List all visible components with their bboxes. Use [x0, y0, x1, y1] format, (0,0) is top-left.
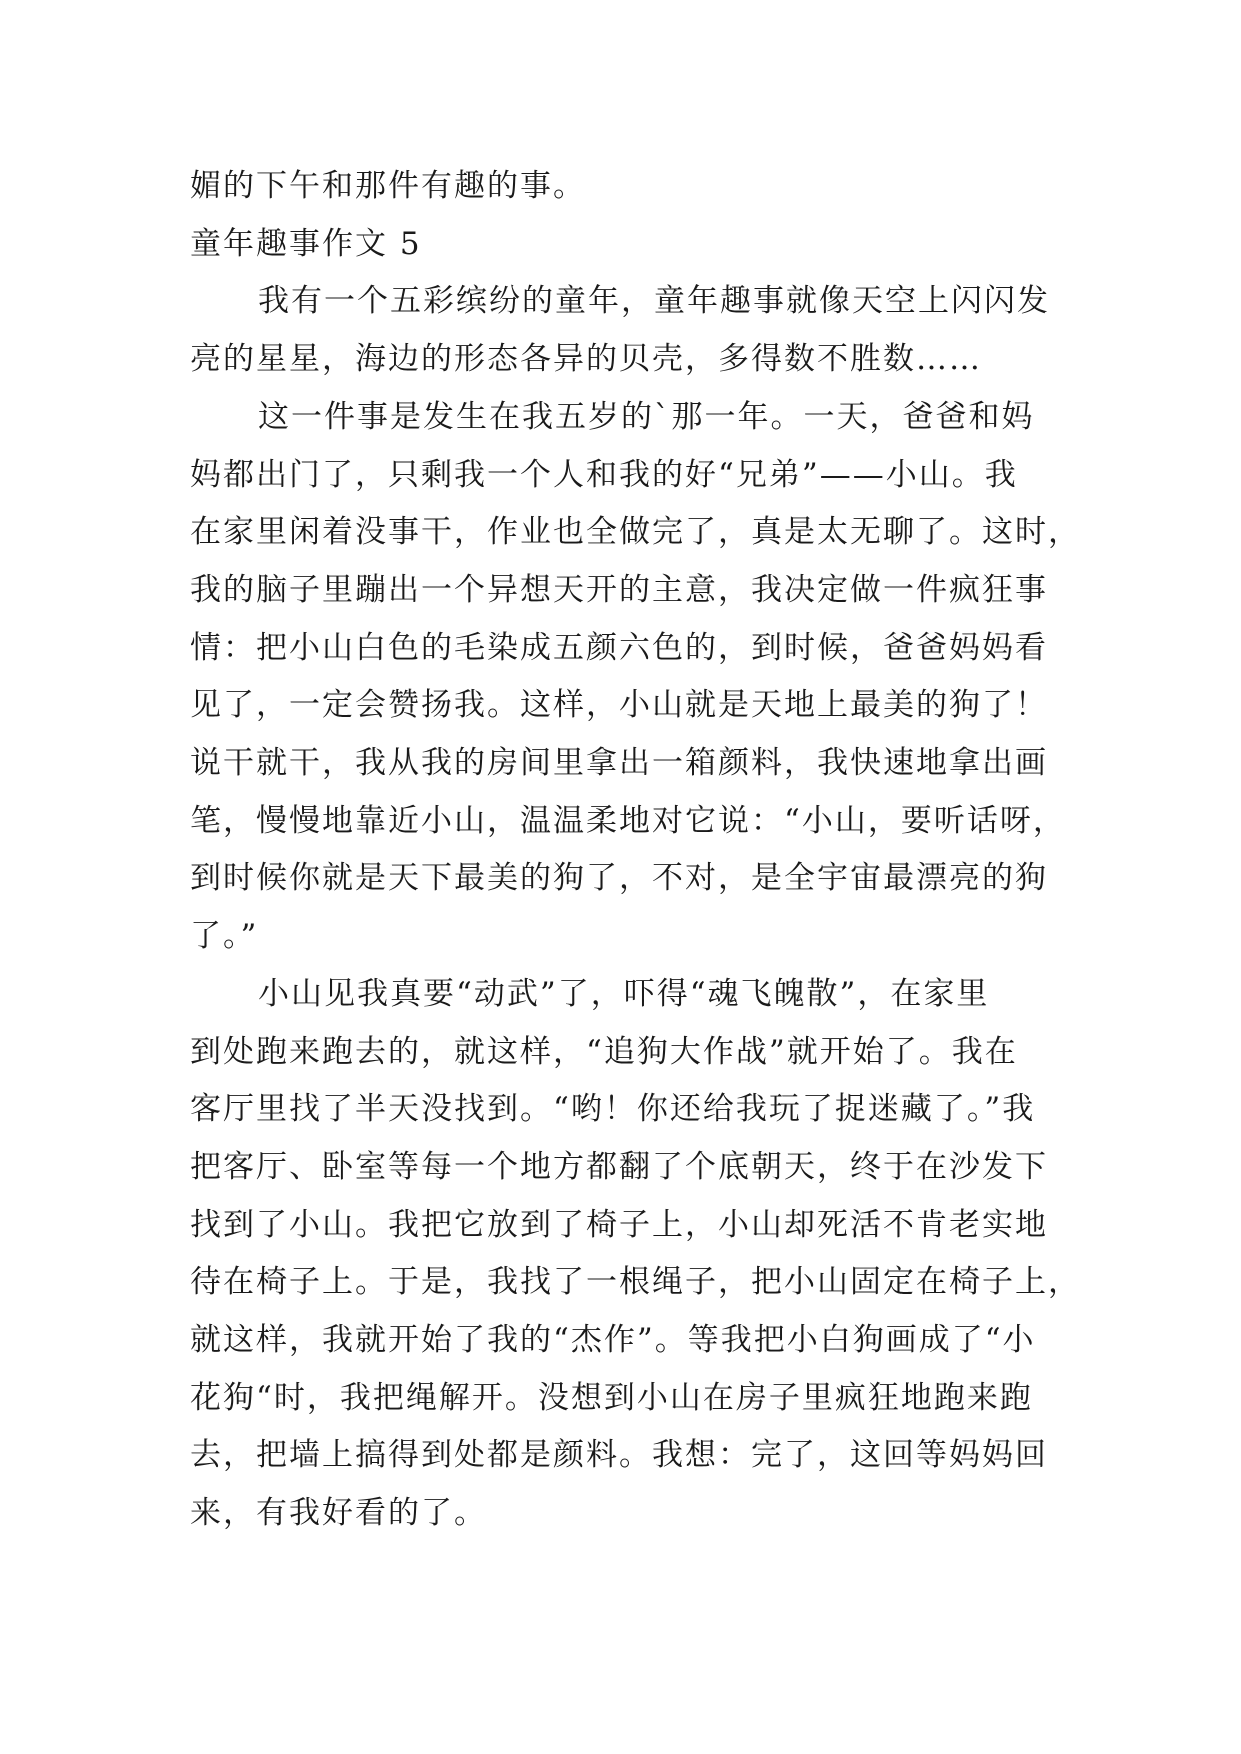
paragraph-line: 找到了小山。我把它放到了椅子上，小山却死活不肯老实地 — [190, 1206, 1048, 1243]
paragraph-line: 花狗“时，我把绳解开。没想到小山在房子里疯狂地跑来跑 — [190, 1379, 1033, 1416]
lead-line: 媚的下午和那件有趣的事。 — [190, 168, 586, 204]
paragraph-1 — [190, 273, 1052, 388]
paragraph-line: 待在椅子上。于是，我找了一根绳子，把小山固定在椅子上， — [190, 1264, 1081, 1301]
paragraph-line: 我有一个五彩缤纷的童年，童年趣事就像天空上闪闪发 — [258, 283, 1050, 320]
paragraph-line: 妈都出门了，只剩我一个人和我的好“兄弟”——小山。我 — [190, 456, 1018, 493]
paragraph-line: 来，有我好看的了。 — [190, 1495, 487, 1532]
paragraph-line: 亮的星星，海边的形态各异的贝壳，多得数不胜数…… — [190, 341, 982, 378]
paragraph-line: 客厅里找了半天没找到。“哟！你还给我玩了捉迷藏了。”我 — [190, 1091, 1036, 1128]
paragraph-line: 到处跑来跑去的，就这样，“追狗大作战”就开始了。我在 — [190, 1033, 1018, 1070]
paragraph-line: 情：把小山白色的毛染成五颜六色的，到时候，爸爸妈妈看 — [190, 629, 1048, 666]
paragraph-line: 去，把墙上搞得到处都是颜料。我想：完了，这回等妈妈回 — [190, 1437, 1048, 1474]
paragraph-3 — [190, 966, 1081, 1543]
paragraph-line: 小山见我真要“动武”了，吓得“魂飞魄散”，在家里 — [258, 975, 990, 1012]
paragraph-line: 笔，慢慢地靠近小山，温温柔地对它说：“小山，要听话呀， — [190, 802, 1066, 839]
essay-heading: 童年趣事作文 5 — [190, 225, 422, 262]
paragraph-line: 就这样，我就开始了我的“杰作”。等我把小白狗画成了“小 — [190, 1322, 1036, 1359]
paragraph-line: 到时候你就是天下最美的狗了，不对，是全宇宙最漂亮的狗 — [190, 860, 1048, 897]
paragraph-line: 在家里闲着没事干，作业也全做完了，真是太无聊了。这时， — [190, 514, 1081, 551]
document-body — [190, 158, 1081, 1543]
paragraph-line: 了。” — [190, 918, 259, 955]
paragraph-2 — [190, 389, 1081, 966]
paragraph-line: 这一件事是发生在我五岁的`那一年。一天，爸爸和妈 — [258, 398, 1035, 435]
paragraph-line: 我的脑子里蹦出一个异想天开的主意，我决定做一件疯狂事 — [190, 571, 1048, 608]
paragraph-line: 说干就干，我从我的房间里拿出一箱颜料，我快速地拿出画 — [190, 745, 1048, 782]
paragraph-line: 见了，一定会赞扬我。这样，小山就是天地上最美的狗了！ — [190, 687, 1048, 724]
paragraph-line: 把客厅、卧室等每一个地方都翻了个底朝天，终于在沙发下 — [190, 1148, 1048, 1185]
